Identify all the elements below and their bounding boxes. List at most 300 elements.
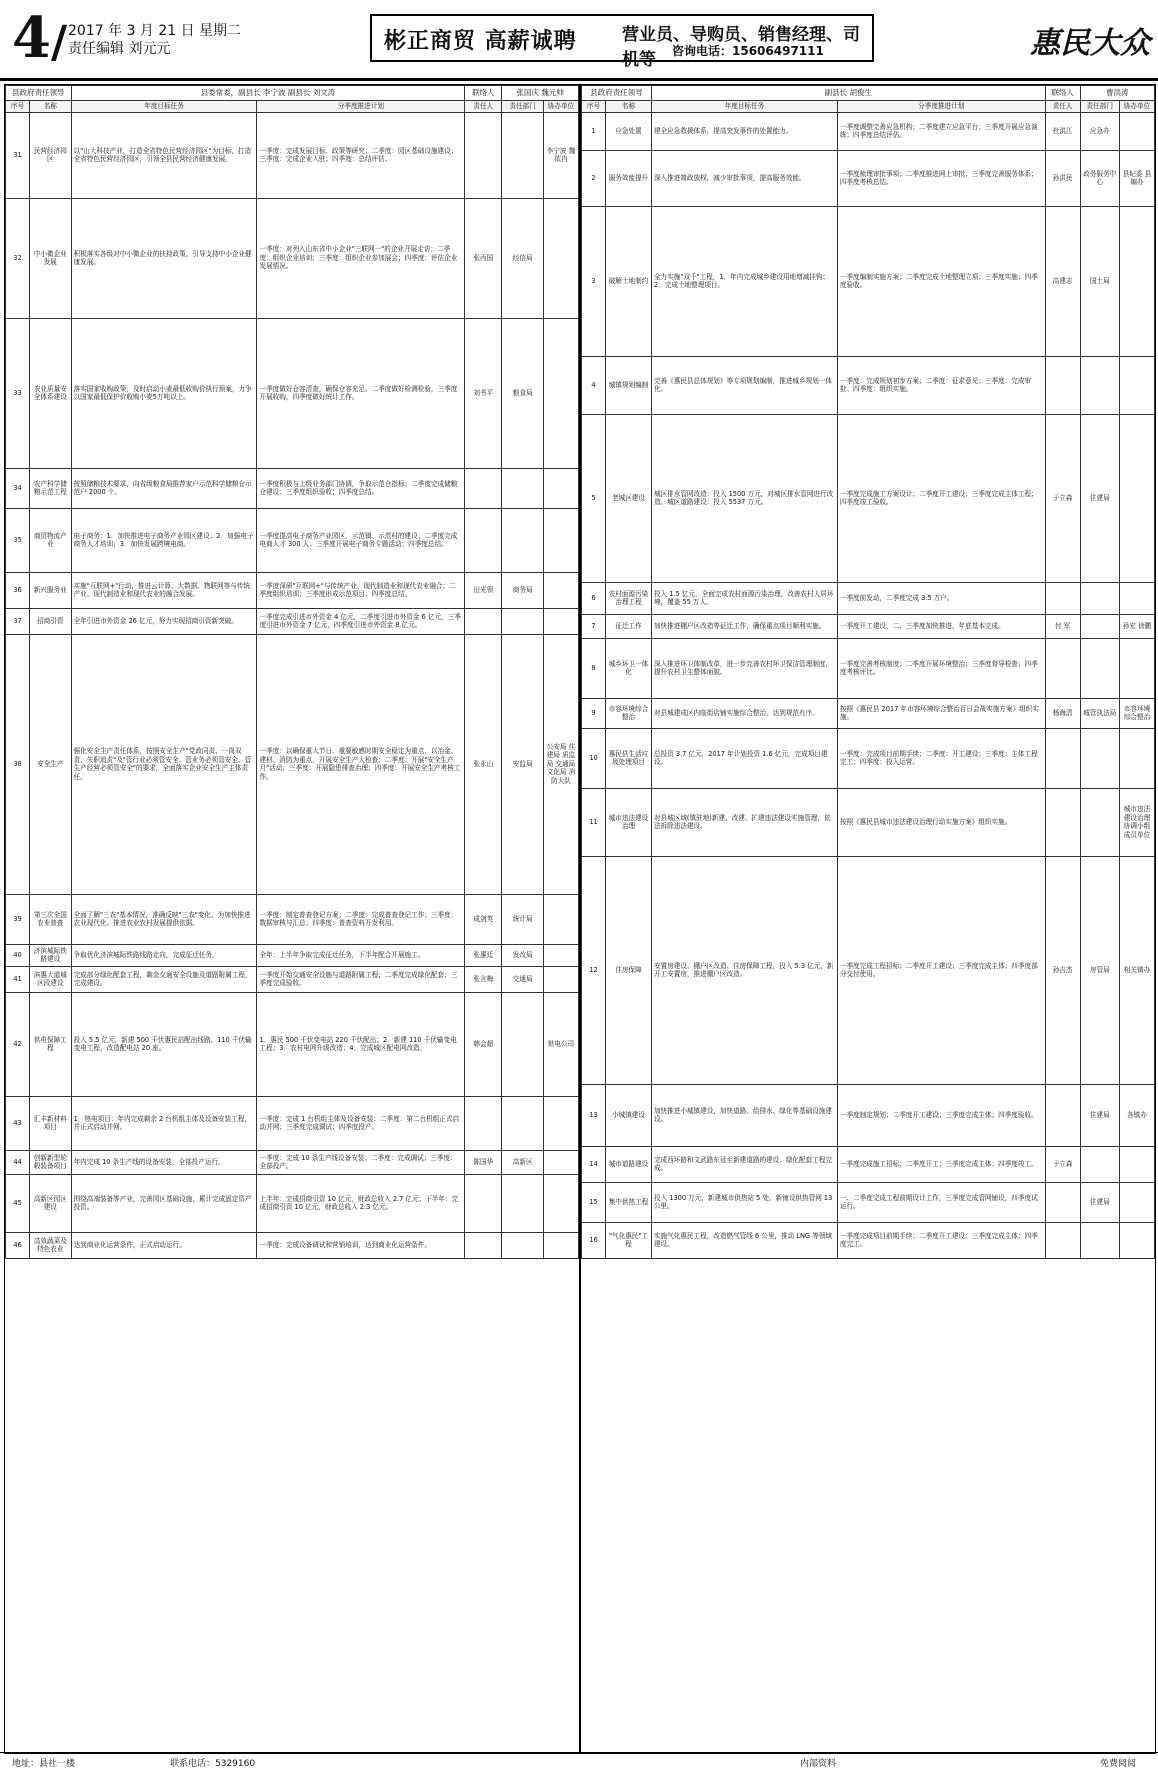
cell-assist [1119, 206, 1154, 356]
cell-plan: 1．惠民 500 千伏变电站 220 千伏配出；2．新建 110 千伏输变电工程；3．农村电网升级改造；4．完成城区配电网改造。 [257, 992, 465, 1096]
cell-dept [1080, 728, 1119, 788]
table-row [6, 992, 579, 1096]
cell-assist [543, 608, 578, 634]
header-rule [0, 78, 1158, 81]
cell-no: 31 [6, 112, 30, 198]
table-row [582, 614, 1155, 638]
cell-name: 滨惠大道城区段建设 [30, 966, 72, 992]
cell-plan: 一季度完成施工招标；二季度开工；三季度完成主体；四季度竣工。 [837, 1146, 1045, 1182]
issue-info [68, 22, 241, 58]
col-header: 分季度推进计划 [837, 101, 1045, 113]
cell-plan: 一季度开工建设，二、三季度加快推进，年底基本完成。 [837, 614, 1045, 638]
table-row [582, 582, 1155, 614]
cell-assist: 相关镇办 [1119, 856, 1154, 1084]
cell-target: 争取优化济滨城际铁路线路走向，完成征迁任务。 [71, 944, 257, 966]
cell-no: 2 [582, 150, 606, 206]
cell-target: 深入推进简政放权，减少审批事项，提高服务效能。 [651, 150, 837, 206]
cell-no: 15 [582, 1182, 606, 1222]
cell-assist [543, 894, 578, 944]
cell-plan: 一季度：制定普查登记方案；二季度：完成普查登记工作；三季度：数据审核与汇总；四季度：普查资料开发利用。 [257, 894, 465, 944]
cell-dept [502, 508, 544, 572]
table-row [582, 698, 1155, 728]
cell-target: 对县城建成区内临街店铺实施综合整治，达到规范有序。 [651, 698, 837, 728]
leader-names: 副县长 胡俊生 [651, 86, 1045, 101]
cell-person [465, 1174, 502, 1232]
col-header: 协办单位 [1119, 101, 1154, 113]
cell-no: 7 [582, 614, 606, 638]
cell-no: 4 [582, 356, 606, 414]
cell-dept [502, 1232, 544, 1258]
cell-no: 32 [6, 198, 30, 318]
cell-no: 16 [582, 1222, 606, 1258]
table-row [6, 634, 579, 894]
col-header: 分季度推进计划 [257, 101, 465, 113]
cell-dept [502, 1174, 544, 1232]
editor-name: 责任编辑 刘元元 [68, 41, 171, 57]
cell-plan: 一季度深研"互联网+"与传统产业、现代制造业和现代农业融合；二季度组织培训；三季度形成示范项目；四季度总结。 [257, 572, 465, 608]
cell-person [465, 508, 502, 572]
cell-person [1045, 1222, 1080, 1258]
table-row [582, 112, 1155, 150]
cell-no: 9 [582, 698, 606, 728]
table-row [582, 1084, 1155, 1146]
newspaper-logo: 惠民大众 [1030, 26, 1150, 61]
cell-person [1045, 582, 1080, 614]
cell-dept [502, 468, 544, 508]
cell-plan: 一季度完成项目前期手续；二季度开工建设；三季度完成主体；四季度完工。 [837, 1222, 1045, 1258]
right-leader-row [582, 86, 1155, 101]
footer-free: 免费阅阅 [1100, 1759, 1137, 1769]
cell-assist [1119, 1146, 1154, 1182]
cell-assist: 李宁波 魏依冉 [543, 112, 578, 198]
cell-no: 10 [582, 728, 606, 788]
cell-plan: 一季度：完成设备调试和营销培训，达到商业化运营条件。 [257, 1232, 465, 1258]
cell-name: 供电保障工程 [30, 992, 72, 1096]
cell-dept [1080, 614, 1119, 638]
cell-no: 39 [6, 894, 30, 944]
cell-target: 年内完成 10 条生产线的设备安装，全部投产运行。 [71, 1150, 257, 1174]
cell-name: 应急处置 [606, 112, 652, 150]
right-header-row [582, 101, 1155, 113]
cell-target: 投入 1.5 亿元，全面完成农村面源污染治理，改善农村人居环境，覆盖 55 万人。 [651, 582, 837, 614]
cell-dept [502, 608, 544, 634]
leader-label: 县政府责任领导 [6, 86, 72, 101]
cell-person: 于立森 [1045, 1146, 1080, 1182]
footer-phone: 联系电话：5329160 [170, 1759, 256, 1769]
cell-name: 城市违法建设治理 [606, 788, 652, 856]
cell-name: 高效蔬菜及特色农业 [30, 1232, 72, 1258]
table-row [6, 198, 579, 318]
cell-person [1045, 788, 1080, 856]
cell-no: 44 [6, 1150, 30, 1174]
ad-jobs: 营业员、导购员、销售经理、司机等 [622, 25, 860, 70]
cell-assist [1119, 582, 1154, 614]
cell-dept: 高新区 [502, 1150, 544, 1174]
cell-target: 实施"互联网+"行动，推进云计算、大数据、物联网等与传统产业、现代制造业和现代农业的融合发展。 [71, 572, 257, 608]
cell-person: 成剑英 [465, 894, 502, 944]
cell-name: 农产科学储粮示范工程 [30, 468, 72, 508]
cell-name: 城市道路建设 [606, 1146, 652, 1182]
cell-target: 加快推进棚户区改造等征迁工作，确保重点项目顺利实施。 [651, 614, 837, 638]
cell-assist: 市容环境综合整治 [1119, 698, 1154, 728]
contact-names: 曹洪涛 [1080, 86, 1154, 101]
footer-notice: 内部资料 [800, 1759, 837, 1769]
cell-target: 城区排水管网改造：投入 1500 万元，对城区排水管网进行改造。城区道路建设：投入 5537 万元。 [651, 414, 837, 582]
cell-name: 服务效能提升 [606, 150, 652, 206]
table-row [6, 1174, 579, 1232]
cell-no: 5 [582, 414, 606, 582]
cell-dept [1080, 788, 1119, 856]
cell-dept: 住建局 [1080, 1084, 1119, 1146]
table-row [582, 856, 1155, 1084]
cell-target: 安置房建设、棚户区改造、住房保障工程，投入 5.3 亿元，新开工安置房，推进棚户区改造。 [651, 856, 837, 1084]
cell-no: 14 [582, 1146, 606, 1182]
table-row [582, 414, 1155, 582]
cell-name: 城镇规划编制 [606, 356, 652, 414]
cell-plan: 一季度：完成 1 台机组主体及设备安装；二季度：第二台机组正式启动并网；三季度完成调试；四季度投产。 [257, 1096, 465, 1150]
cell-plan: 一季度完成引进市外资金 4 亿元，二季度引进市外资金 6 亿元，三季度引进市外资金 7 亿元，四季度引进市外资金 8 亿元。 [257, 608, 465, 634]
cell-no: 3 [582, 206, 606, 356]
cell-person: 张言梅 [465, 966, 502, 992]
cell-name: 安全生产 [30, 634, 72, 894]
cell-plan: 按照《惠民县城市违法建设治理行动实施方案》组织实施。 [837, 788, 1045, 856]
cell-assist [1119, 728, 1154, 788]
cell-dept: 粮食局 [502, 318, 544, 468]
col-header: 责任人 [1045, 101, 1080, 113]
cell-plan: 一季度完善考核制度；二季度开展环境整治；三季度督导检查；四季度考核评比。 [837, 638, 1045, 698]
cell-assist [1119, 638, 1154, 698]
cell-target: 对县城区域(镇驻地)新建、改建、扩建违法建设实施管理，依法拆除违法建设。 [651, 788, 837, 856]
cell-person [465, 468, 502, 508]
cell-name: 老城区建设 [606, 414, 652, 582]
cell-plan: 一季度：对列入山东省中小企业"三联网一"的企业开展走访；二季度：组织企业培训；三季度：组织企业参加展会；四季度：评估企业发展情况。 [257, 198, 465, 318]
cell-dept: 国土局 [1080, 206, 1119, 356]
cell-dept: 发改局 [502, 944, 544, 966]
col-header: 协办单位 [543, 101, 578, 113]
table-row [6, 572, 579, 608]
cell-plan: 一季度：完成规划初步方案；二季度：征求意见；三季度：完成审批；四季度：组织实施。 [837, 356, 1045, 414]
table-row [582, 638, 1155, 698]
cell-dept: 统计局 [502, 894, 544, 944]
cell-person: 杜洪江 [1045, 112, 1080, 150]
table-row [6, 966, 579, 992]
cell-name: 集中供热工程 [606, 1182, 652, 1222]
table-row [582, 1182, 1155, 1222]
table-row [6, 944, 579, 966]
table-row [6, 1150, 579, 1174]
cell-dept: 住建局 [1080, 1182, 1119, 1222]
cell-name: 第三次全国农业普查 [30, 894, 72, 944]
cell-target: 电子商务：1．加快推进电子商务产业园区建设；2．加强电子商务人才培训；3．加快发展跨境电商。 [71, 508, 257, 572]
cell-no: 40 [6, 944, 30, 966]
cell-dept [502, 992, 544, 1096]
cell-dept [1080, 638, 1119, 698]
col-header: 序号 [6, 101, 30, 113]
cell-assist [543, 1150, 578, 1174]
table-row [6, 1232, 579, 1258]
cell-name: 汇丰新材料项目 [30, 1096, 72, 1150]
cell-plan: 全年：上半年争取完成征迁任务，下半年配合开展施工。 [257, 944, 465, 966]
cell-person: 付 军 [1045, 614, 1080, 638]
cell-name: 农村面源污染治理工程 [606, 582, 652, 614]
cell-dept [1080, 1146, 1119, 1182]
cell-person [465, 1096, 502, 1150]
cell-no: 13 [582, 1084, 606, 1146]
cell-target: 全力实施"双千"工程，1．年内完成城乡建设用地增减挂钩；2．完成土地整理项目。 [651, 206, 837, 356]
table-row [582, 1146, 1155, 1182]
cell-plan: 一季度提高电子商务产业园区、示范镇、示范村的建设；二季度完成电商人才 300 人；三季度开展电子商务专题活动；四季度总结。 [257, 508, 465, 572]
leader-label: 县政府责任领导 [582, 86, 652, 101]
table-row [582, 356, 1155, 414]
cell-plan: 一季度积极与上级业务部门协调，争取示范仓指标；二季度完成储粮仓建设；三季度组织验收；四季度总结。 [257, 468, 465, 508]
cell-assist [1119, 112, 1154, 150]
cell-person [1045, 1084, 1080, 1146]
cell-no: 1 [582, 112, 606, 150]
table-row [6, 468, 579, 508]
cell-assist [1119, 356, 1154, 414]
cell-person [1045, 728, 1080, 788]
ad-phone: 咨询电话：15606497111 [672, 44, 824, 58]
cell-assist [543, 1174, 578, 1232]
col-header: 责任部门 [1080, 101, 1119, 113]
table-row [6, 608, 579, 634]
cell-target: 总投资 3.7 亿元，2017 年计划投资 1.6 亿元，完成项目建设。 [651, 728, 837, 788]
cell-target: 完善《惠民县总体规划》等专项规划编制，推进城乡规划一体化。 [651, 356, 837, 414]
cell-plan: 一季度调整完善应急机构；二季度建立应急平台；三季度开展应急演练；四季度总结评估。 [837, 112, 1045, 150]
cell-no: 8 [582, 638, 606, 698]
cell-assist [543, 944, 578, 966]
col-header: 责任人 [465, 101, 502, 113]
cell-no: 42 [6, 992, 30, 1096]
cell-target: 全年引进市外资金 26 亿元，努力实现招商引资新突破。 [71, 608, 257, 634]
cell-no: 37 [6, 608, 30, 634]
cell-no: 34 [6, 468, 30, 508]
cell-dept [502, 112, 544, 198]
ad-slogan: 彬正商贸 高薪诚聘 [384, 29, 577, 54]
cell-person: 杨海清 [1045, 698, 1080, 728]
cell-person [465, 112, 502, 198]
cell-target: 建全应急救援体系，提高突发事件的处置能力。 [651, 112, 837, 150]
cell-plan: 一季度：以确保重大节日、重要敏感时期安全稳定为重点，以冶金、建材、消防为重点，开展安全生产大检查；二季度：开展"安全生产月"活动；三季度：开展隐患排查治理；四季度：开展安全生产考核工作。 [257, 634, 465, 894]
table-row [6, 894, 579, 944]
cell-person [465, 1232, 502, 1258]
cell-plan: 一季度开始交通安全设施与道路附属工程；二季度完成绿化配套；三季度完成验收。 [257, 966, 465, 992]
cell-assist [1119, 1222, 1154, 1258]
cell-name: 中小微企业发展 [30, 198, 72, 318]
cell-name: 征迁工作 [606, 614, 652, 638]
cell-assist [543, 966, 578, 992]
cell-name: 惠民县生活垃圾处理项目 [606, 728, 652, 788]
cell-plan: 一季度：完成 10 条生产线设备安装；二季度：完成调试；三季度：全部投产。 [257, 1150, 465, 1174]
col-header: 名称 [30, 101, 72, 113]
table-row [582, 788, 1155, 856]
cell-plan: 一季度梳理审批事项；二季度推进网上审批；三季度完善服务体系；四季度考核总结。 [837, 150, 1045, 206]
footer-address: 地址：县社一楼 [12, 1759, 76, 1769]
cell-target: 达到商业化运营条件，正式启动运行。 [71, 1232, 257, 1258]
page-footer [0, 1752, 1158, 1771]
masthead [0, 0, 1158, 80]
cell-target: 以"山大科技产业，打造全省特色民营经济园区"为目标，打造全省特色民营经济园区，引领全县民营经济健康发展。 [71, 112, 257, 198]
cell-plan: 按照《惠民县 2017 年市容环境综合整治百日会战实施方案》组织实施。 [837, 698, 1045, 728]
cell-dept: 住建局 [1080, 414, 1119, 582]
cell-target: 投入 1300 万元，新建城市供热站 5 处，新铺设供热管网 13 公里。 [651, 1182, 837, 1222]
cell-target: 投入 5.5 亿元，新建 500 千伏惠民站配出线路、110 千伏输变电工程，改造配电站 20 座。 [71, 992, 257, 1096]
cell-plan: 一季度：完成发展目标、政策等研究；二季度：园区基础设施建设；三季度：完成企业入驻；四季度：总结评估。 [257, 112, 465, 198]
cell-no: 36 [6, 572, 30, 608]
cell-dept: 经信局 [502, 198, 544, 318]
cell-dept [1080, 1222, 1119, 1258]
cell-person [465, 608, 502, 634]
cell-plan: 一季度完成工程招标；二季度开工建设；三季度完成主体；四季度部分交付使用。 [837, 856, 1045, 1084]
recruitment-ad [370, 14, 874, 70]
cell-name: 小城镇建设 [606, 1084, 652, 1146]
cell-assist [543, 198, 578, 318]
cell-no: 12 [582, 856, 606, 1084]
cell-name: 招商引资 [30, 608, 72, 634]
cell-dept: 应急办 [1080, 112, 1119, 150]
col-header: 责任部门 [502, 101, 544, 113]
cell-plan: 一、二季度完成工程前期设计工作，三季度完成管网铺设，四季度试运行。 [837, 1182, 1045, 1222]
cell-person: 田光领 [465, 572, 502, 608]
cell-assist: 公安局 住建局 质监局 交通局 文化局 消防大队 [543, 634, 578, 894]
issue-date: 2017 年 3 月 21 日 星期二 [68, 23, 242, 39]
cell-assist [543, 1232, 578, 1258]
cell-name: 破解土地制约 [606, 206, 652, 356]
left-table-panel [4, 84, 580, 1754]
cell-assist [543, 572, 578, 608]
cell-target: 强化安全生产责任体系，按照安全生产"党政同责、一岗双责、失职追责"及"管行业必须管安全、管业务必须管安全、管生产经营必须管安全"的要求，全面落实企业安全生产主体责任。 [71, 634, 257, 894]
cell-target: 实施气化惠民工程，改造燃气管线 6 公里，推动 LNG 等领域建设。 [651, 1222, 837, 1258]
cell-assist [543, 318, 578, 468]
cell-plan: 一季度编制实施方案；二季度完成土地整理立项；三季度实施；四季度验收。 [837, 206, 1045, 356]
cell-person: 张永山 [465, 634, 502, 894]
cell-person: 张丙国 [465, 198, 502, 318]
cell-plan: 一季度制定规划；二季度开工建设；三季度完成主体；四季度验收。 [837, 1084, 1045, 1146]
cell-name: 济滨城际铁路建设 [30, 944, 72, 966]
cell-name: 农业质量安全体系建设 [30, 318, 72, 468]
cell-assist [1119, 414, 1154, 582]
cell-no: 41 [6, 966, 30, 992]
cell-plan: 一季度前发动，二季度完成 3.5 万户。 [837, 582, 1045, 614]
cell-no: 45 [6, 1174, 30, 1232]
cell-no: 46 [6, 1232, 30, 1258]
cell-plan: 一季度做好仓容清查，确保仓容充足。二季度做好检测检验，三季度开展收购，四季度做好统计工作。 [257, 318, 465, 468]
cell-person: 陈国华 [465, 1150, 502, 1174]
left-table [5, 85, 579, 1259]
cell-person [1045, 638, 1080, 698]
cell-target: 按照储粮技术要求，向省级粮食局推荐家户示范科学储粮仓示范户 2000 个。 [71, 468, 257, 508]
cell-name: 商贸物流产业 [30, 508, 72, 572]
table-row [582, 1222, 1155, 1258]
cell-plan: 一季度：完成项目前期手续；二季度：开工建设；三季度：主体工程完工；四季度：投入运营。 [837, 728, 1045, 788]
cell-no: 33 [6, 318, 30, 468]
cell-assist: 孙宏 徐鹏 [1119, 614, 1154, 638]
cell-no: 35 [6, 508, 30, 572]
cell-plan: 上半年：完成招商引资 10 亿元，财政总收入 2.7 亿元；下半年：完成招商引资 10 亿元，财政总收入 2.3 亿元。 [257, 1174, 465, 1232]
page-number: 4/ [12, 5, 68, 71]
cell-assist [543, 508, 578, 572]
cell-dept: 交通局 [502, 966, 544, 992]
cell-dept: 城管执法局 [1080, 698, 1119, 728]
cell-name: 新兴服务业 [30, 572, 72, 608]
table-row [582, 150, 1155, 206]
cell-target: 围绕高端装备等产业，完善园区基础设施，累计完成固定资产投资。 [71, 1174, 257, 1232]
cell-target: 深入推进环卫体制改革，进一步完善农村环卫保洁管理制度，提升农村卫生整体面貌。 [651, 638, 837, 698]
cell-person [1045, 356, 1080, 414]
cell-name: 城乡环卫一体化 [606, 638, 652, 698]
cell-name: 市容环境综合整治 [606, 698, 652, 728]
table-row [582, 206, 1155, 356]
cell-assist [1119, 1182, 1154, 1222]
cell-name: 高新区园区建设 [30, 1174, 72, 1232]
cell-target: 1．热电项目：年内完成剩余 2 台机组主体及设备安装工程，并正式启动并网。 [71, 1096, 257, 1150]
cell-plan: 一季度完成施工方案设计；二季度开工建设；三季度完成主体工程；四季度竣工验收。 [837, 414, 1045, 582]
contact-label: 联络人 [465, 86, 502, 101]
col-header: 名称 [606, 101, 652, 113]
cell-dept [502, 1096, 544, 1150]
cell-name: 民营经济园区 [30, 112, 72, 198]
cell-person: 张惠廷 [465, 944, 502, 966]
table-row [6, 508, 579, 572]
cell-person [1045, 1182, 1080, 1222]
cell-dept: 安监局 [502, 634, 544, 894]
cell-dept [1080, 356, 1119, 414]
cell-person: 韩会超 [465, 992, 502, 1096]
right-table [581, 85, 1155, 1259]
cell-assist [543, 468, 578, 508]
table-row [582, 728, 1155, 788]
cell-name: 创新新型轮毂装备项目 [30, 1150, 72, 1174]
cell-assist [543, 1096, 578, 1150]
cell-assist: 县纪委 县编办 [1119, 150, 1154, 206]
cell-dept: 政务服务中心 [1080, 150, 1119, 206]
cell-no: 6 [582, 582, 606, 614]
right-table-panel [580, 84, 1156, 1754]
col-header: 年度目标任务 [71, 101, 257, 113]
cell-no: 38 [6, 634, 30, 894]
cell-assist: 城市违法建设治理协调小组成员单位 [1119, 788, 1154, 856]
cell-dept [1080, 582, 1119, 614]
cell-person: 孙吉杰 [1045, 856, 1080, 1084]
cell-person: 于立森 [1045, 414, 1080, 582]
cell-name: 住房保障 [606, 856, 652, 1084]
leader-names: 县委常委，副县长 李宁波 副县长 刘文涛 [71, 86, 465, 101]
col-header: 序号 [582, 101, 606, 113]
table-row [6, 1096, 579, 1150]
cell-target: 落实国家收购政策，及时启动小麦最低收购价执行预案，力争以国家最低保护价收购小麦5万吨以上。 [71, 318, 257, 468]
table-row [6, 318, 579, 468]
cell-target: 加快推进小城镇建设，加快道路、给排水、绿化等基础设施建设。 [651, 1084, 837, 1146]
cell-person: 孙洪民 [1045, 150, 1080, 206]
table-row [6, 112, 579, 198]
cell-assist: 各镇办 [1119, 1084, 1154, 1146]
cell-assist: 供电公司 [543, 992, 578, 1096]
contact-label: 联络人 [1045, 86, 1080, 101]
cell-person: 刘书平 [465, 318, 502, 468]
left-header-row [6, 101, 579, 113]
cell-name: "气化惠民"工程 [606, 1222, 652, 1258]
cell-target: 全面了解"三农"基本情况，准确反映"三农"变化，为加快推进农业现代化、推进农业农村发展提供依据。 [71, 894, 257, 944]
cell-no: 11 [582, 788, 606, 856]
left-leader-row [6, 86, 579, 101]
col-header: 年度目标任务 [651, 101, 837, 113]
cell-dept: 房管局 [1080, 856, 1119, 1084]
cell-target: 完成部分绿化配套工程，剩余交通安全设施及道路附属工程，完成建设。 [71, 966, 257, 992]
cell-target: 完成西环路和文武路东延至新建道路的建设，绿化配套工程完成。 [651, 1146, 837, 1182]
cell-person: 高建志 [1045, 206, 1080, 356]
cell-dept: 商务局 [502, 572, 544, 608]
cell-target: 积极落实各级对中小微企业的扶持政策，引导支持中小企业健康发展。 [71, 198, 257, 318]
